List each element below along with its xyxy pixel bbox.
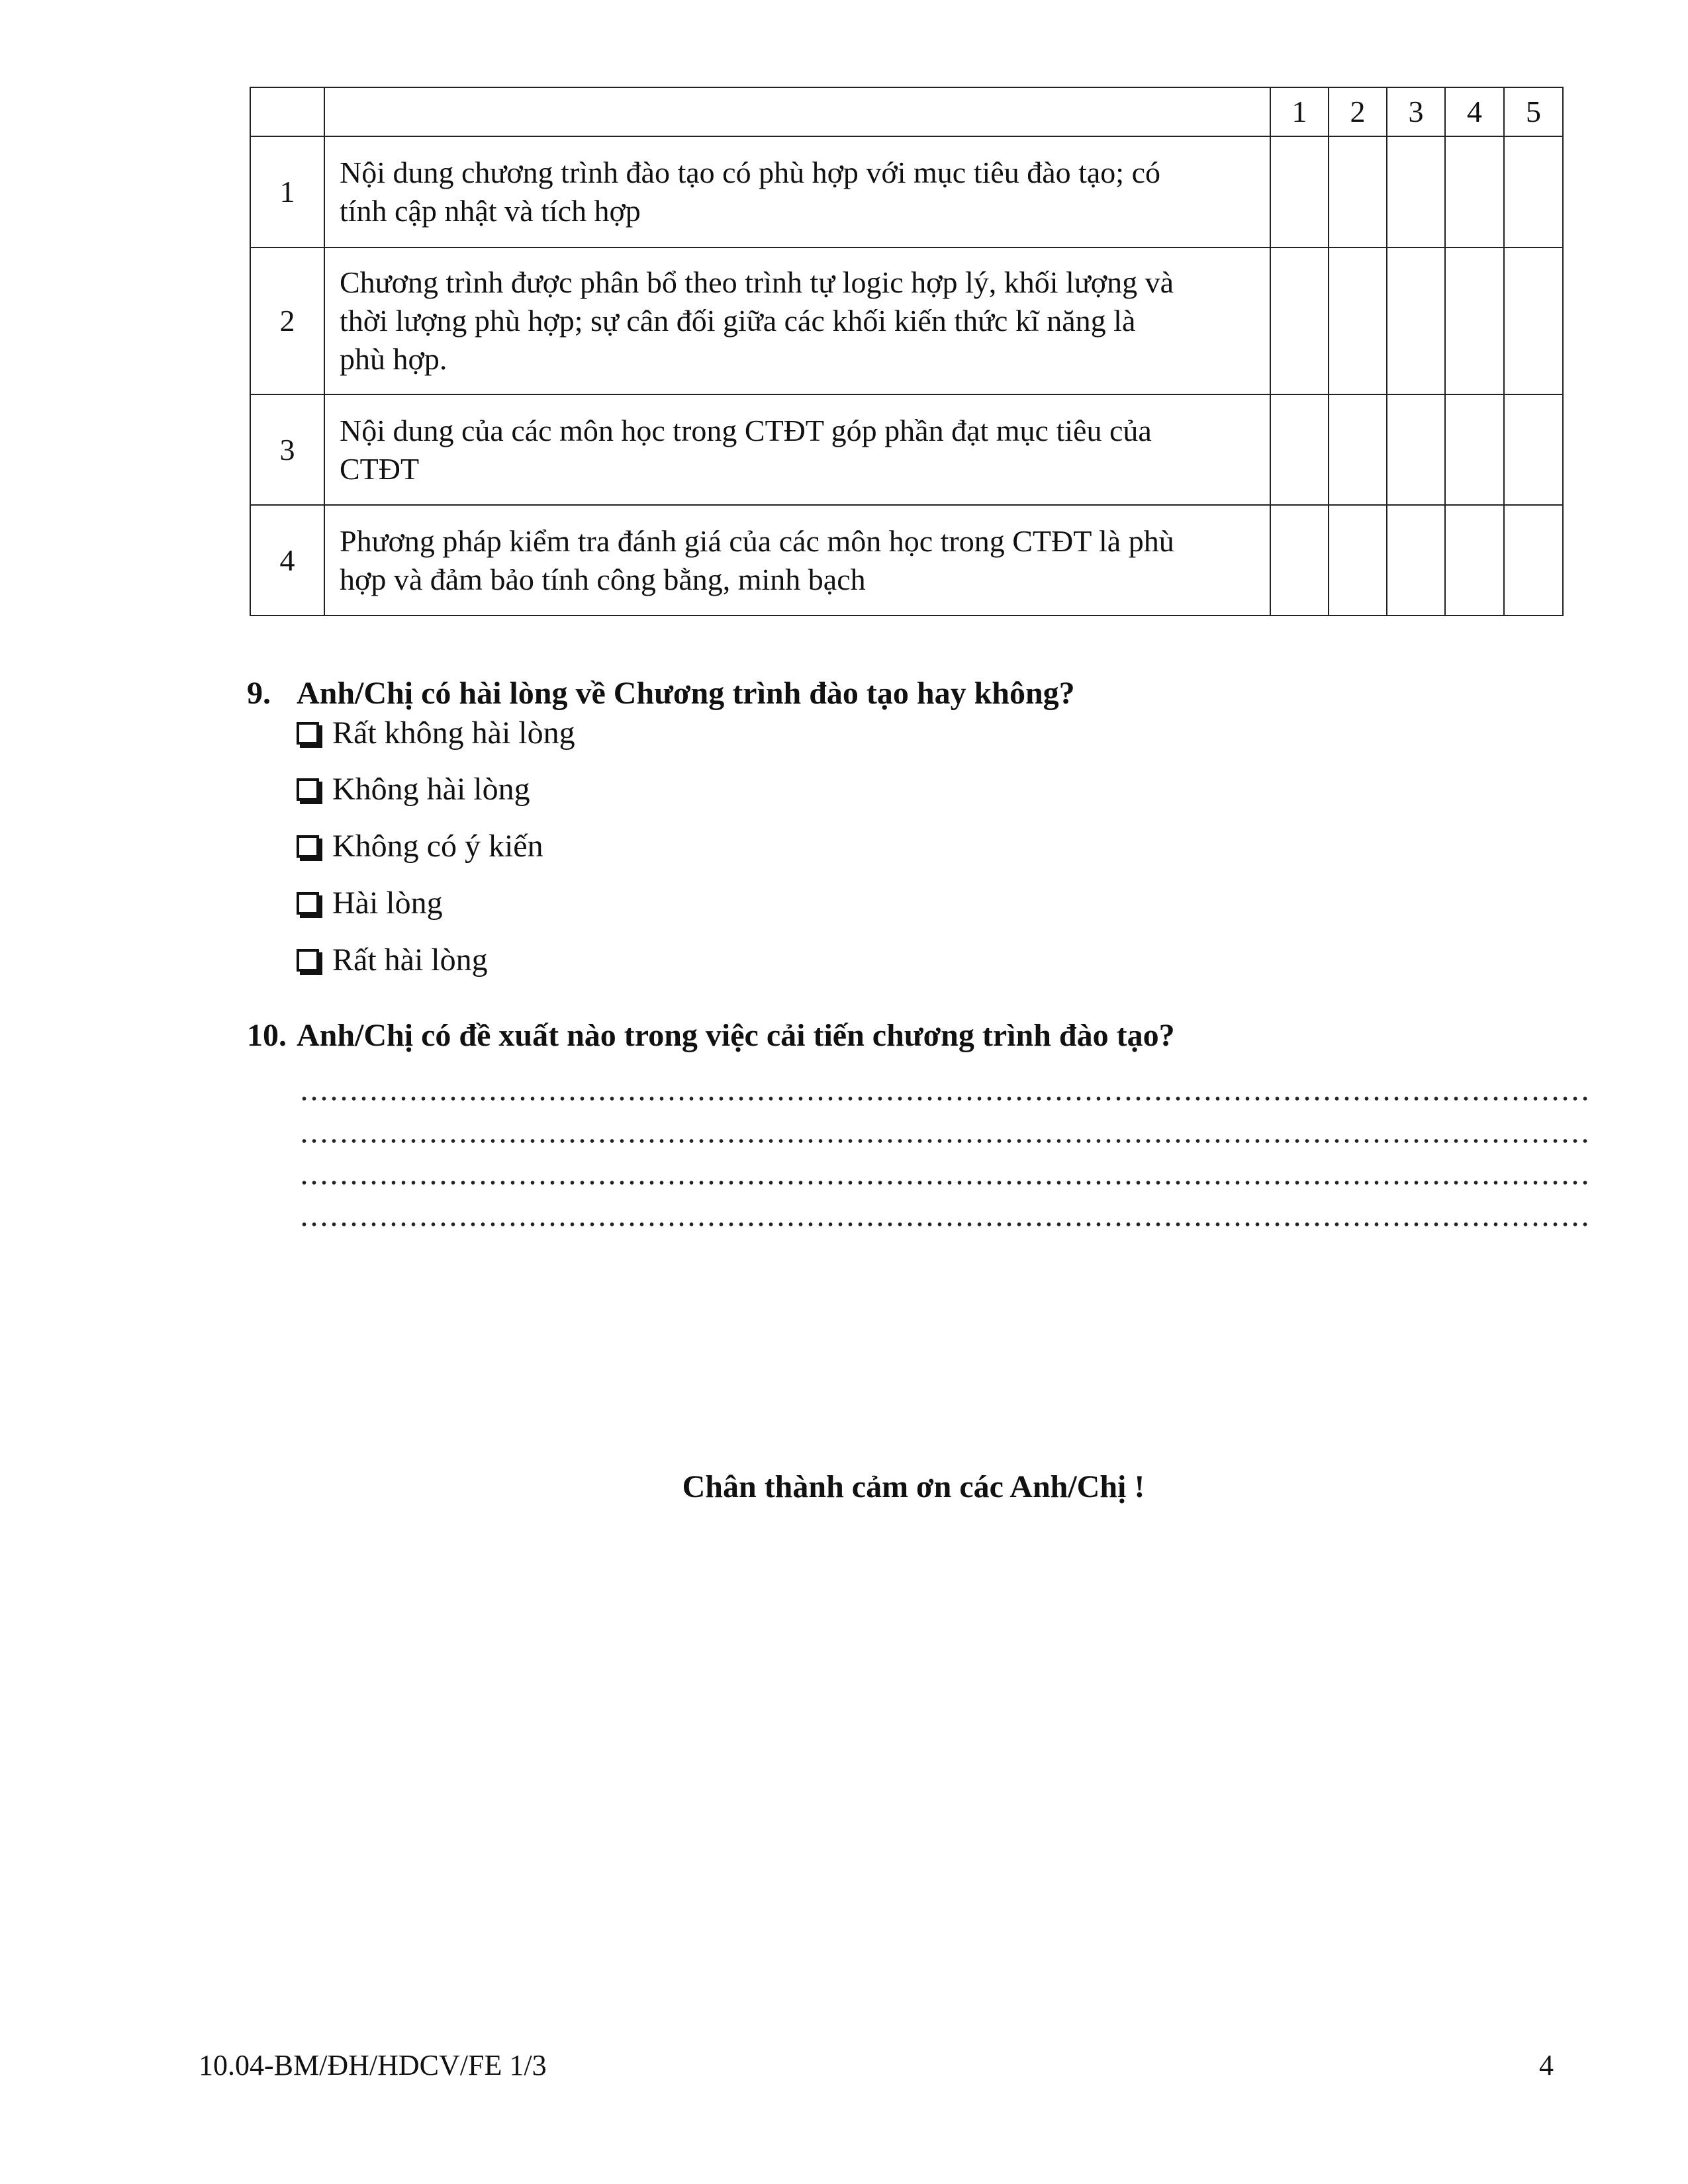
option-label: Rất không hài lòng [332, 715, 575, 751]
rating-cell[interactable] [1504, 136, 1563, 248]
rating-cell[interactable] [1504, 505, 1563, 615]
rating-cell[interactable] [1445, 248, 1504, 394]
statement-line: thời lượng phù hợp; sự cân đối giữa các khối kiến thức kĩ năng là [340, 304, 1136, 338]
rating-cell[interactable] [1387, 136, 1445, 248]
statement-line: CTĐT [340, 451, 420, 486]
scale-header: 3 [1387, 87, 1445, 136]
scale-header: 2 [1329, 87, 1387, 136]
statement-line: Nội dung của các môn học trong CTĐT góp phần đạt mục tiêu của [340, 413, 1152, 447]
checkbox-icon[interactable] [297, 778, 319, 801]
option-label: Không hài lòng [332, 772, 530, 807]
answer-dotted-line[interactable] [299, 1096, 1590, 1101]
rating-cell[interactable] [1387, 505, 1445, 615]
statement-line: Nội dung chương trình đào tạo có phù hợp với mục tiêu đào tạo; có [340, 156, 1161, 189]
scale-header: 4 [1445, 87, 1504, 136]
scale-header: 1 [1270, 87, 1329, 136]
rating-cell[interactable] [1445, 394, 1504, 505]
option-label: Không có ý kiến [332, 829, 543, 864]
rating-cell[interactable] [1445, 505, 1504, 615]
rating-cell[interactable] [1387, 394, 1445, 505]
header-blank-cell [250, 87, 324, 136]
rating-cell[interactable] [1504, 248, 1563, 394]
header-blank-cell [324, 87, 1270, 136]
satisfaction-option[interactable] [297, 940, 488, 980]
row-number: 1 [250, 136, 324, 248]
answer-dotted-line[interactable] [299, 1138, 1590, 1144]
satisfaction-option[interactable] [297, 713, 575, 753]
scale-header: 5 [1504, 87, 1563, 136]
page-number: 4 [1539, 2049, 1554, 2081]
table-row [250, 394, 1563, 505]
row-number: 3 [250, 394, 324, 505]
answer-dotted-line[interactable] [299, 1180, 1590, 1185]
row-statement [324, 248, 1270, 394]
statement-line: tính cập nhật và tích hợp [340, 194, 641, 228]
rating-table [250, 87, 1564, 616]
row-number: 4 [250, 505, 324, 615]
rating-cell[interactable] [1270, 136, 1329, 248]
row-number: 2 [250, 248, 324, 394]
checkbox-icon[interactable] [297, 722, 319, 745]
rating-cell[interactable] [1329, 505, 1387, 615]
checkbox-icon[interactable] [297, 949, 319, 972]
option-label: Hài lòng [332, 886, 443, 921]
rating-cell[interactable] [1270, 394, 1329, 505]
table-row [250, 505, 1563, 615]
rating-cell[interactable] [1329, 136, 1387, 248]
table-row [250, 248, 1563, 394]
statement-line: Chương trình được phân bổ theo trình tự logic hợp lý, khối lượng và [340, 265, 1174, 299]
satisfaction-option[interactable] [297, 884, 443, 923]
rating-cell[interactable] [1270, 505, 1329, 615]
checkbox-icon[interactable] [297, 892, 319, 915]
rating-cell[interactable] [1270, 248, 1329, 394]
closing-message: Chân thành cảm ơn các Anh/Chị ! [682, 1469, 1145, 1504]
statement-line: phù hợp. [340, 342, 447, 376]
question-text: Anh/Chị có hài lòng về Chương trình đào tạo hay không? [297, 676, 1075, 711]
question-number: 10. [247, 1018, 287, 1053]
statement-line: hợp và đảm bảo tính công bằng, minh bạch [340, 562, 866, 596]
checkbox-icon[interactable] [297, 835, 319, 858]
rating-cell[interactable] [1329, 394, 1387, 505]
row-statement [324, 505, 1270, 615]
table-header-row [250, 87, 1563, 136]
row-statement [324, 394, 1270, 505]
option-label: Rất hài lòng [332, 942, 488, 978]
satisfaction-option[interactable] [297, 827, 543, 866]
rating-cell[interactable] [1387, 248, 1445, 394]
question-9-heading [247, 674, 1075, 713]
satisfaction-option[interactable] [297, 770, 530, 809]
table-row [250, 136, 1563, 248]
rating-cell[interactable] [1445, 136, 1504, 248]
statement-line: Phương pháp kiểm tra đánh giá của các môn học trong CTĐT là phù [340, 523, 1174, 558]
question-number: 9. [247, 676, 271, 711]
rating-cell[interactable] [1329, 248, 1387, 394]
row-statement [324, 136, 1270, 248]
answer-dotted-line[interactable] [299, 1222, 1590, 1227]
rating-cell[interactable] [1504, 394, 1563, 505]
question-text: Anh/Chị có đề xuất nào trong việc cải tiến chương trình đào tạo? [297, 1018, 1175, 1053]
form-code: 10.04-BM/ĐH/HDCV/FE 1/3 [199, 2049, 547, 2081]
question-10-heading [247, 1016, 1175, 1056]
